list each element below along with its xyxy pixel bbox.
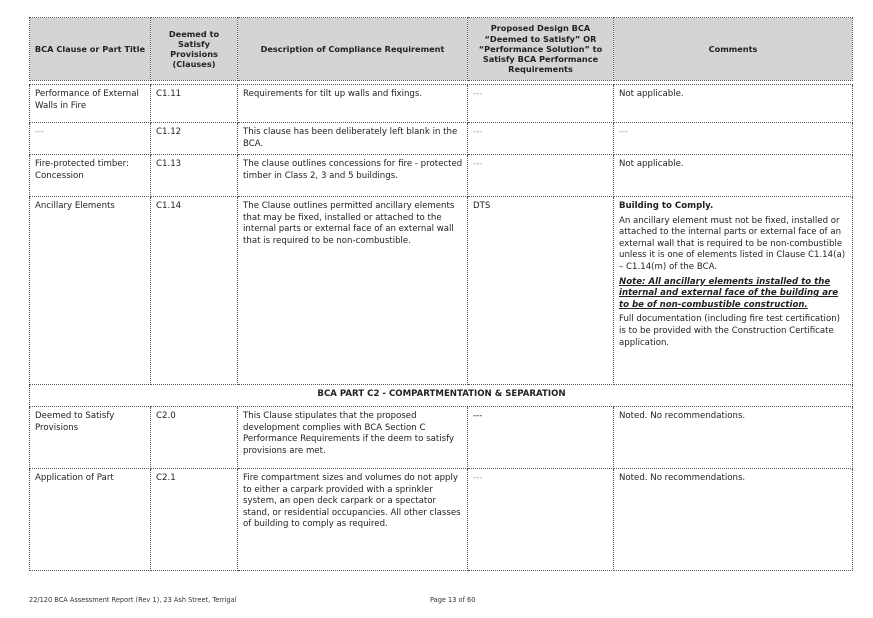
table-row — [30, 85, 853, 123]
table-row — [30, 155, 853, 197]
comment-heading: Building to Comply. — [619, 201, 714, 211]
header-proposed-design: Proposed Design BCA “Deemed to Satisfy” OR “Performance Solution” to Satisfy BCA Performance Requirements — [468, 18, 614, 81]
footer-page-number: Page 13 of 60 — [430, 596, 476, 604]
row-title: --- — [30, 123, 151, 155]
row-title: Fire-protected timber: Concession — [30, 155, 151, 197]
row-proposed: --- — [468, 155, 614, 197]
row-clause: C1.11 — [151, 85, 238, 123]
row-comment: Not applicable. — [614, 85, 853, 123]
row-title: Ancillary Elements — [30, 197, 151, 385]
row-title: Deemed to Satisfy Provisions — [30, 407, 151, 469]
row-description: Fire compartment sizes and volumes do not apply to either a carpark provided with a sprinkler system, an open deck carpark or a spectator stand, or residential occupancies. All other classes of building to comply as required. — [238, 469, 468, 571]
row-comment: --- — [614, 123, 853, 155]
row-title: Application of Part — [30, 469, 151, 571]
row-clause: C1.12 — [151, 123, 238, 155]
table-row — [30, 123, 853, 155]
header-dts-provisions: Deemed to Satisfy Provisions (Clauses) — [151, 18, 238, 81]
table-row — [30, 469, 853, 571]
section-row — [30, 385, 853, 407]
row-proposed: --- — [468, 469, 614, 571]
row-proposed: --- — [468, 85, 614, 123]
row-description: The Clause outlines permitted ancillary elements that may be fixed, installed or attached to the internal parts or external face of an external wall that is required to be non-combustible. — [238, 197, 468, 385]
header-description: Description of Compliance Requirement — [238, 18, 468, 81]
compliance-table — [29, 17, 853, 571]
row-clause: C1.13 — [151, 155, 238, 197]
header-comments: Comments — [614, 18, 853, 81]
row-clause: C1.14 — [151, 197, 238, 385]
row-description: This Clause stipulates that the proposed development complies with BCA Section C Performance Requirements if the deem to satisfy provisions are met. — [238, 407, 468, 469]
row-comment: Not applicable. — [614, 155, 853, 197]
row-proposed: DTS — [468, 197, 614, 385]
row-description: This clause has been deliberately left blank in the BCA. — [238, 123, 468, 155]
comment-note: Note: All ancillary elements installed to the internal and external face of the building are to be of non-combustible construction. — [619, 276, 839, 310]
row-description: The clause outlines concessions for fire - protected timber in Class 2, 3 and 5 buildings. — [238, 155, 468, 197]
table-row — [30, 407, 853, 469]
header-clause-title: BCA Clause or Part Title — [30, 18, 151, 81]
row-proposed: --- — [468, 123, 614, 155]
row-comment — [614, 197, 853, 385]
row-title: Performance of External Walls in Fire — [30, 85, 151, 123]
row-proposed: --- — [468, 407, 614, 469]
row-clause: C2.1 — [151, 469, 238, 571]
table-row — [30, 197, 853, 385]
row-clause: C2.0 — [151, 407, 238, 469]
comment-paragraph: Full documentation (including fire test certification) is to be provided with the Construction Certificate application. — [619, 314, 840, 348]
comment-paragraph: An ancillary element must not be fixed, installed or attached to the internal parts or external face of an external wall that is required to be non-combustible unless it is one of elements listed in Clause C1.14(a) – C1.14(m) of the BCA. — [619, 215, 846, 272]
section-heading: BCA PART C2 - COMPARTMENTATION & SEPARATION — [30, 385, 853, 407]
table-header-row — [30, 18, 853, 81]
row-description: Requirements for tilt up walls and fixings. — [238, 85, 468, 123]
footer-document-reference: 22/120 BCA Assessment Report (Rev 1), 23 Ash Street, Terrigal — [29, 596, 237, 604]
row-comment: Noted. No recommendations. — [614, 407, 853, 469]
row-comment: Noted. No recommendations. — [614, 469, 853, 571]
